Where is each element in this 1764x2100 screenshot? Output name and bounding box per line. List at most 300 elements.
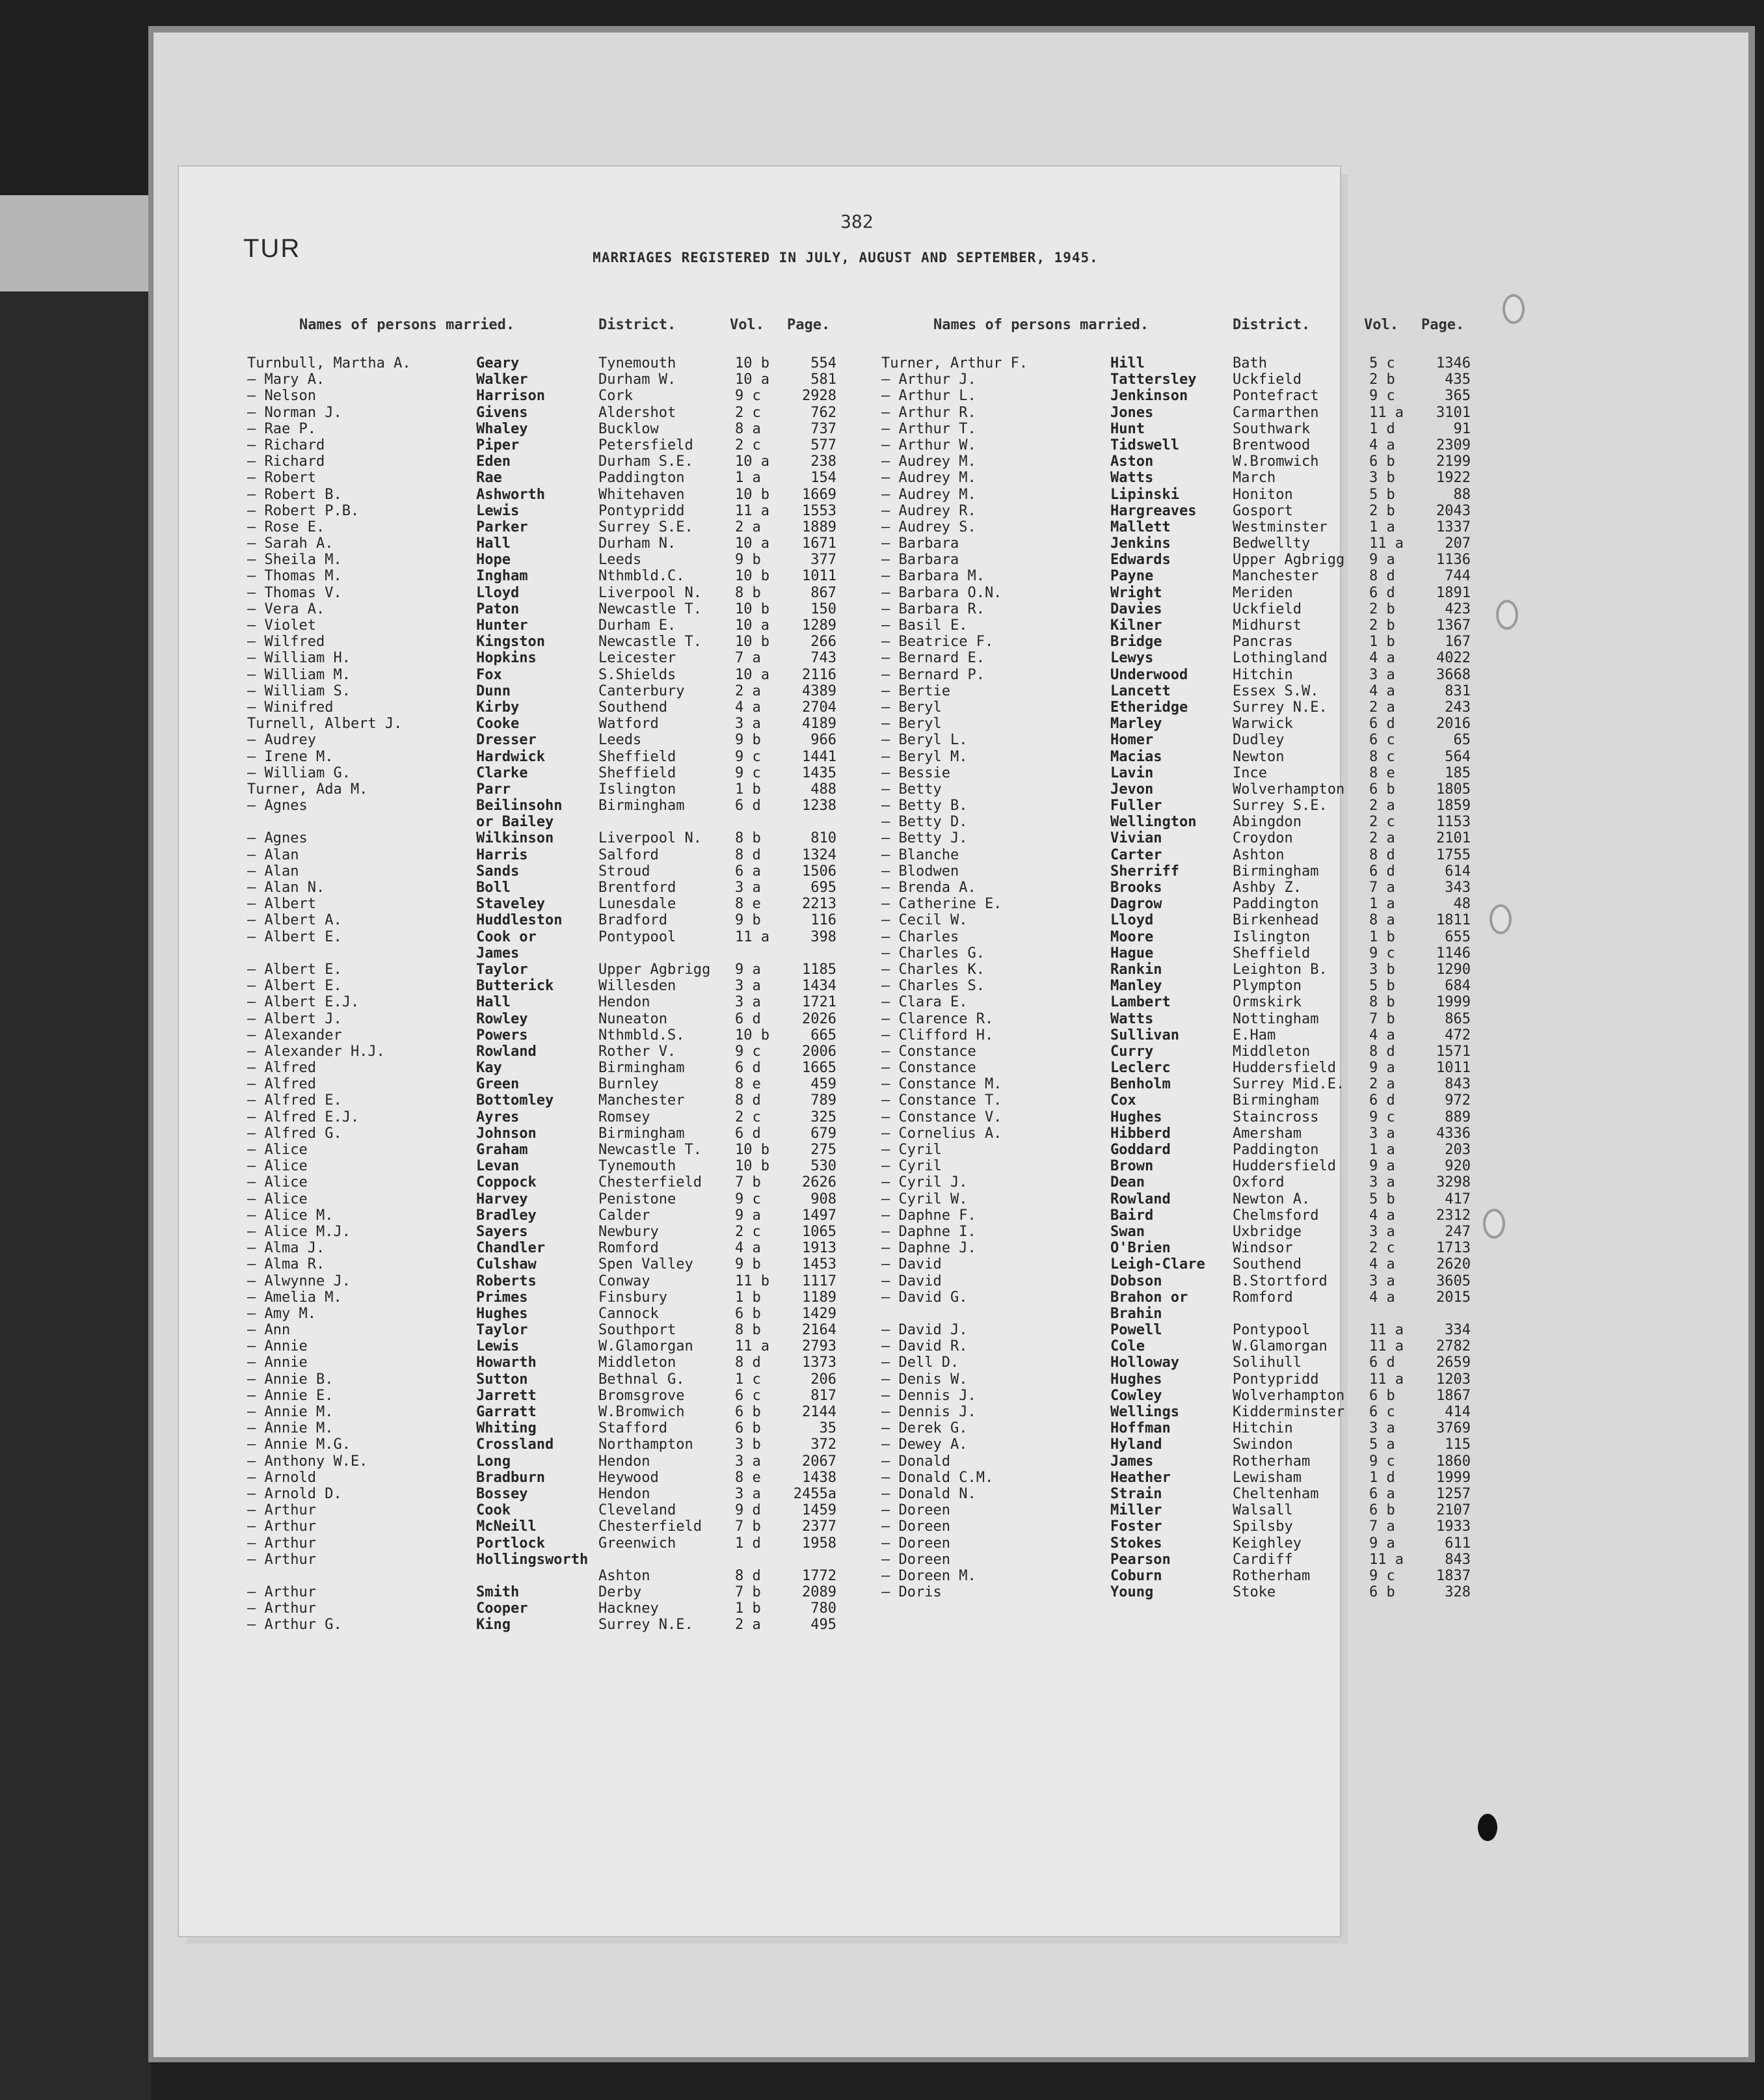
entry-spouse: Ayres: [476, 1109, 520, 1125]
entry-spouse: Brown: [1110, 1158, 1154, 1175]
entry-name: — Doris: [881, 1584, 942, 1601]
entry-name: — Audrey M.: [881, 453, 976, 470]
entry-district: Lewisham: [1233, 1469, 1302, 1486]
entry-district: Middleton: [598, 1354, 676, 1371]
entry-page: 1373: [802, 1354, 836, 1371]
entry-spouse: Hollingsworth: [476, 1551, 589, 1568]
entry-spouse: Bradburn: [476, 1469, 545, 1486]
entry-page: 495: [810, 1617, 836, 1634]
entry-spouse: Hall: [476, 535, 511, 552]
entry-volume: 8 b: [1369, 994, 1395, 1011]
entry-district: Bucklow: [598, 420, 659, 437]
entry-name: — Alice: [247, 1158, 308, 1175]
entry-page: 1257: [1436, 1485, 1471, 1502]
entry-name: — Betty D.: [881, 814, 968, 831]
entry-page: 1772: [802, 1567, 836, 1584]
entry-volume: 6 a: [1369, 1485, 1395, 1502]
entry-spouse: Hall: [476, 994, 511, 1011]
entry-name: — David: [881, 1272, 942, 1289]
entry-district: Abingdon: [1233, 814, 1302, 831]
entry-spouse: Rowland: [476, 1043, 537, 1060]
entry-spouse: Boll: [476, 880, 511, 896]
entry-district: Surrey Mid.E.: [1233, 1076, 1345, 1093]
entry-page: 1367: [1436, 617, 1471, 634]
entry-name: — Alice M.: [247, 1207, 334, 1224]
entry-spouse: Heather: [1110, 1469, 1171, 1486]
entry-district: Lothingland: [1233, 650, 1328, 667]
entry-volume: 6 d: [1369, 716, 1395, 733]
entry-volume: 1 b: [1369, 634, 1395, 651]
entry-volume: 10 b: [735, 634, 769, 651]
entry-volume: 8 b: [735, 584, 761, 601]
entry-district: Spilsby: [1233, 1518, 1293, 1535]
entry-spouse: Hopkins: [476, 650, 537, 667]
entry-spouse: Goddard: [1110, 1142, 1171, 1158]
entry-spouse: Whiting: [476, 1420, 537, 1437]
entry-spouse: Long: [476, 1453, 511, 1470]
entry-district: Paddington: [1233, 1142, 1319, 1158]
entry-district: Rotherham: [1233, 1567, 1311, 1584]
entry-page: 867: [810, 584, 836, 601]
entry-page: 1185: [802, 961, 836, 978]
entry-name: — Barbara: [881, 552, 959, 569]
entry-volume: 6 d: [735, 798, 761, 814]
entry-district: Durham N.: [598, 535, 676, 552]
district-header: District.: [598, 317, 676, 333]
entry-volume: 9 c: [1369, 945, 1395, 962]
entry-volume: 11 a: [735, 928, 769, 945]
entry-volume: 3 b: [1369, 961, 1395, 978]
entry-spouse: Foster: [1110, 1518, 1162, 1535]
entry-volume: 2 b: [1369, 502, 1395, 519]
entry-spouse: Jenkinson: [1110, 388, 1188, 405]
entry-page: 1922: [1436, 470, 1471, 487]
entry-volume: 8 d: [735, 1354, 761, 1371]
entry-name: — Anthony W.E.: [247, 1453, 368, 1470]
entry-page: 908: [810, 1191, 836, 1207]
entry-spouse: Mallett: [1110, 518, 1171, 535]
entry-spouse: Hoffman: [1110, 1420, 1171, 1437]
entry-district: Chesterfield: [598, 1174, 702, 1191]
entry-name: — Arnold D.: [247, 1485, 342, 1502]
entry-spouse: Cook: [476, 1502, 511, 1519]
entry-spouse: Garratt: [476, 1404, 537, 1420]
entry-spouse: Eden: [476, 453, 511, 470]
entry-volume: 1 b: [735, 781, 761, 798]
entry-volume: 8 a: [735, 420, 761, 437]
entry-name: — Constance V.: [881, 1109, 1002, 1125]
entry-volume: 1 a: [735, 470, 761, 487]
entry-name: — Dennis J.: [881, 1404, 976, 1420]
entry-volume: 2 a: [1369, 1076, 1395, 1093]
entry-page: 88: [1453, 486, 1471, 503]
entry-volume: 2 a: [735, 518, 761, 535]
entry-district: Liverpool N.: [598, 830, 702, 847]
entry-volume: 7 a: [735, 650, 761, 667]
entry-district: Leighton B.: [1233, 961, 1328, 978]
entry-volume: 6 d: [735, 1125, 761, 1142]
entry-volume: 4 a: [1369, 437, 1395, 453]
entry-page: 966: [810, 732, 836, 749]
entry-volume: 9 d: [735, 1502, 761, 1519]
entry-name: — Doreen: [881, 1518, 950, 1535]
entry-spouse: Sands: [476, 863, 520, 880]
entry-volume: 2 a: [1369, 830, 1395, 847]
entry-page: 679: [810, 1125, 836, 1142]
entry-district: Cannock: [598, 1305, 659, 1322]
entry-page: 2016: [1436, 716, 1471, 733]
entry-spouse: or Bailey: [476, 814, 554, 831]
entry-district: Hendon: [598, 1485, 650, 1502]
entry-name: — William G.: [247, 764, 351, 781]
entry-district: W.Glamorgan: [598, 1338, 693, 1355]
entry-spouse: Hill: [1110, 355, 1145, 371]
entry-district: Windsor: [1233, 1240, 1293, 1257]
entry-volume: 9 b: [735, 552, 761, 569]
entry-spouse: Bossey: [476, 1485, 528, 1502]
entry-district: Kidderminster: [1233, 1404, 1345, 1420]
entry-page: 2704: [802, 699, 836, 716]
entry-volume: 6 c: [1369, 732, 1395, 749]
entry-district: Islington: [598, 781, 676, 798]
entry-name: Turner, Arthur F.: [881, 355, 1028, 371]
entry-district: Huddersfield: [1233, 1158, 1336, 1175]
entry-district: Petersfield: [598, 437, 693, 453]
entry-volume: 7 b: [735, 1518, 761, 1535]
entry-volume: 11 b: [735, 1272, 769, 1289]
entry-spouse: Dunn: [476, 682, 511, 699]
entry-volume: 5 b: [1369, 978, 1395, 995]
entry-district: Carmarthen: [1233, 404, 1319, 421]
entry-page: 655: [1445, 928, 1471, 945]
entry-page: 275: [810, 1142, 836, 1158]
entry-district: Conway: [598, 1272, 650, 1289]
entry-page: 1913: [802, 1240, 836, 1257]
entry-district: Birmingham: [598, 1060, 685, 1077]
entry-spouse: Pearson: [1110, 1551, 1171, 1568]
entry-page: 2626: [802, 1174, 836, 1191]
entry-page: 1669: [802, 486, 836, 503]
entry-page: 2144: [802, 1404, 836, 1420]
entry-volume: 10 b: [735, 1158, 769, 1175]
entry-page: 1506: [802, 863, 836, 880]
entry-district: Pontefract: [1233, 388, 1319, 405]
entry-name: — Barbara O.N.: [881, 584, 1002, 601]
entry-volume: 1 d: [1369, 420, 1395, 437]
entry-volume: 9 c: [1369, 1567, 1395, 1584]
entry-district: Ince: [1233, 764, 1267, 781]
entry-page: 2620: [1436, 1256, 1471, 1273]
entry-name: — Arthur: [247, 1600, 316, 1617]
entry-spouse: Holloway: [1110, 1354, 1179, 1371]
entry-name: — Thomas M.: [247, 568, 342, 585]
entry-page: 2107: [1436, 1502, 1471, 1519]
entry-spouse: Rae: [476, 470, 502, 487]
entry-name: — Blodwen: [881, 863, 959, 880]
entry-district: March: [1233, 470, 1276, 487]
names-header: Names of persons married.: [933, 317, 1149, 333]
entry-volume: 9 c: [735, 1191, 761, 1207]
entry-name: — Beryl L.: [881, 732, 968, 749]
entry-page: 207: [1445, 535, 1471, 552]
entry-name: — Barbara R.: [881, 600, 985, 617]
entry-district: Pontypridd: [598, 502, 685, 519]
entry-spouse: Whaley: [476, 420, 528, 437]
entry-page: 328: [1445, 1584, 1471, 1601]
entry-page: 2067: [802, 1453, 836, 1470]
entry-district: Hackney: [598, 1600, 659, 1617]
entry-spouse: Parker: [476, 518, 528, 535]
entry-page: 3769: [1436, 1420, 1471, 1437]
entry-name: — Doreen: [881, 1535, 950, 1552]
entry-name: — Albert J.: [247, 1010, 342, 1027]
entry-name: — Constance T.: [881, 1092, 1002, 1109]
entry-spouse: Cooke: [476, 716, 520, 733]
entry-district: Greenwich: [598, 1535, 676, 1552]
names-header: Names of persons married.: [299, 317, 515, 333]
binder-hole-icon: [1503, 294, 1525, 324]
entry-spouse: Lloyd: [476, 584, 520, 601]
entry-district: Stoke: [1233, 1584, 1276, 1601]
entry-page: 743: [810, 650, 836, 667]
entry-spouse: Powers: [476, 1027, 528, 1043]
entry-spouse: Manley: [1110, 978, 1162, 995]
entry-volume: 2 a: [1369, 699, 1395, 716]
entry-spouse: Butterick: [476, 978, 554, 995]
entry-name: — Barbara M.: [881, 568, 985, 585]
entry-district: Uxbridge: [1233, 1223, 1302, 1240]
entry-page: 810: [810, 830, 836, 847]
entry-district: Rother V.: [598, 1043, 676, 1060]
entry-page: 2164: [802, 1322, 836, 1339]
entry-volume: 2 b: [1369, 617, 1395, 634]
entry-spouse: Kingston: [476, 634, 545, 651]
entry-spouse: Jones: [1110, 404, 1154, 421]
entry-district: Huddersfield: [1233, 1060, 1336, 1077]
entry-page: 4022: [1436, 650, 1471, 667]
entry-spouse: Hope: [476, 552, 511, 569]
entry-name: — Rae P.: [247, 420, 316, 437]
entry-volume: 4 a: [735, 699, 761, 716]
entry-spouse: Levan: [476, 1158, 520, 1175]
entry-name: — Albert E.: [247, 928, 342, 945]
entry-spouse: Sayers: [476, 1223, 528, 1240]
entry-district: Oxford: [1233, 1174, 1285, 1191]
entry-page: 1889: [802, 518, 836, 535]
entry-name: — Alfred G.: [247, 1125, 342, 1142]
entry-volume: 5 b: [1369, 1191, 1395, 1207]
entry-page: 1671: [802, 535, 836, 552]
entry-page: 2015: [1436, 1289, 1471, 1306]
entry-name: — Amelia M.: [247, 1289, 342, 1306]
entry-name: — Cornelius A.: [881, 1125, 1002, 1142]
entry-volume: 8 e: [1369, 764, 1395, 781]
entry-name: — Albert A.: [247, 912, 342, 929]
entry-name: — Doreen: [881, 1502, 950, 1519]
entry-name: — Alfred E.J.: [247, 1109, 360, 1125]
entry-spouse: Piper: [476, 437, 520, 453]
entry-district: Manchester: [1233, 568, 1319, 585]
entry-district: Walsall: [1233, 1502, 1293, 1519]
entry-district: Upper Agbrigg: [1233, 552, 1345, 569]
entry-name: — Dell D.: [881, 1354, 959, 1371]
entry-name: — Alice: [247, 1191, 308, 1207]
entry-name: — Alan N.: [247, 880, 325, 896]
entry-district: Cardiff: [1233, 1551, 1293, 1568]
entry-name: — Irene M.: [247, 748, 334, 765]
entry-spouse: Strain: [1110, 1485, 1162, 1502]
entry-name: — David G.: [881, 1289, 968, 1306]
entry-volume: 9 a: [1369, 1535, 1395, 1552]
entry-volume: 8 b: [735, 1322, 761, 1339]
entry-district: Surrey S.E.: [1233, 798, 1328, 814]
entry-page: 530: [810, 1158, 836, 1175]
entry-name: — Arthur J.: [881, 371, 976, 388]
entry-spouse: Harrison: [476, 388, 545, 405]
entry-spouse: Cole: [1110, 1338, 1145, 1355]
entry-name: — Audrey S.: [881, 518, 976, 535]
entry-district: Liverpool N.: [598, 584, 702, 601]
entry-volume: 9 b: [735, 732, 761, 749]
entry-name: — Blanche: [881, 846, 959, 863]
entry-name: — Daphne I.: [881, 1223, 976, 1240]
entry-name: — Arthur G.: [247, 1617, 342, 1634]
entry-name: — Arthur: [247, 1518, 316, 1535]
entry-spouse: O'Brien: [1110, 1240, 1171, 1257]
entry-district: Middleton: [1233, 1043, 1311, 1060]
entry-district: Nottingham: [1233, 1010, 1319, 1027]
entry-district: Ashby Z.: [1233, 880, 1302, 896]
entry-district: Birmingham: [1233, 1092, 1319, 1109]
entry-name: — Clifford H.: [881, 1027, 994, 1043]
entry-name: — Charles K.: [881, 961, 985, 978]
entry-spouse: Roberts: [476, 1272, 537, 1289]
entry-spouse: Tidswell: [1110, 437, 1179, 453]
entry-volume: 4 a: [735, 1240, 761, 1257]
entry-spouse: Jenkins: [1110, 535, 1171, 552]
entry-district: Newcastle T.: [598, 600, 702, 617]
entry-page: 1324: [802, 846, 836, 863]
entry-district: Ashton: [598, 1567, 650, 1584]
entry-volume: 9 c: [735, 1043, 761, 1060]
entry-page: 1755: [1436, 846, 1471, 863]
entry-page: 611: [1445, 1535, 1471, 1552]
entry-volume: 1 a: [1369, 896, 1395, 913]
entry-spouse: Sutton: [476, 1371, 528, 1388]
entry-volume: 10 b: [735, 1142, 769, 1158]
entry-volume: 3 a: [1369, 1125, 1395, 1142]
entry-page: 1867: [1436, 1387, 1471, 1404]
entry-spouse: Staveley: [476, 896, 545, 913]
entry-name: — Alexander H.J.: [247, 1043, 385, 1060]
entry-volume: 3 a: [735, 1453, 761, 1470]
entry-district: B.Stortford: [1233, 1272, 1328, 1289]
entry-name: — David: [881, 1256, 942, 1273]
punch-mark: [1478, 1814, 1497, 1841]
entry-page: 1346: [1436, 355, 1471, 371]
entry-volume: 9 b: [735, 912, 761, 929]
entry-spouse: Watts: [1110, 1010, 1154, 1027]
entry-district: Sheffield: [1233, 945, 1311, 962]
entry-name: — Albert: [247, 896, 316, 913]
entry-name: — Bertie: [881, 682, 950, 699]
entry-volume: 5 b: [1369, 486, 1395, 503]
entry-spouse: Sullivan: [1110, 1027, 1179, 1043]
entry-district: Nthmbld.C.: [598, 568, 685, 585]
entry-page: 2006: [802, 1043, 836, 1060]
entry-page: 744: [1445, 568, 1471, 585]
entry-page: 2116: [802, 666, 836, 683]
entry-volume: 8 c: [1369, 748, 1395, 765]
entry-spouse: Culshaw: [476, 1256, 537, 1273]
page-title: MARRIAGES REGISTERED IN JULY, AUGUST AND SEPTEMBER, 1945.: [593, 250, 1099, 265]
entry-name: — Donald N.: [881, 1485, 976, 1502]
entry-name: — Derek G.: [881, 1420, 968, 1437]
entry-page: 206: [810, 1371, 836, 1388]
page-header: Page.: [787, 317, 831, 333]
entry-district: Willesden: [598, 978, 676, 995]
entry-volume: 3 a: [735, 994, 761, 1011]
entry-page: 334: [1445, 1322, 1471, 1339]
entry-name: — Wilfred: [247, 634, 325, 651]
entry-name: — Constance: [881, 1043, 976, 1060]
entry-spouse: Vivian: [1110, 830, 1162, 847]
entry-spouse: Lewys: [1110, 650, 1154, 667]
entry-page: 1435: [802, 764, 836, 781]
entry-name: — Thomas V.: [247, 584, 342, 601]
entry-volume: 1 b: [1369, 928, 1395, 945]
entry-page: 1065: [802, 1223, 836, 1240]
entry-volume: 7 a: [1369, 1518, 1395, 1535]
entry-page: 1203: [1436, 1371, 1471, 1388]
entry-name: — Denis W.: [881, 1371, 968, 1388]
entry-name: — William M.: [247, 666, 351, 683]
entry-page: 4336: [1436, 1125, 1471, 1142]
entry-spouse: Marley: [1110, 716, 1162, 733]
entry-district: Aldershot: [598, 404, 676, 421]
entry-name: — Constance: [881, 1060, 976, 1077]
entry-page: 4389: [802, 682, 836, 699]
entry-volume: 11 a: [1369, 1338, 1404, 1355]
entry-spouse: Taylor: [476, 1322, 528, 1339]
entry-volume: 10 a: [735, 617, 769, 634]
entry-district: Brentwood: [1233, 437, 1311, 453]
entry-district: Keighley: [1233, 1535, 1302, 1552]
entry-page: 48: [1453, 896, 1471, 913]
entry-page: 564: [1445, 748, 1471, 765]
entry-spouse: Geary: [476, 355, 520, 371]
entry-district: Durham E.: [598, 617, 676, 634]
entry-name: — Winifred: [247, 699, 334, 716]
entry-volume: 9 a: [735, 961, 761, 978]
entry-name: — Dewey A.: [881, 1436, 968, 1453]
entry-page: 459: [810, 1076, 836, 1093]
entry-spouse: Ashworth: [476, 486, 545, 503]
entry-spouse: Rankin: [1110, 961, 1162, 978]
entry-spouse: Hague: [1110, 945, 1154, 962]
entry-volume: 2 a: [735, 682, 761, 699]
entry-spouse: Benholm: [1110, 1076, 1171, 1093]
entry-volume: 1 b: [735, 1600, 761, 1617]
entry-district: Romford: [598, 1240, 659, 1257]
entry-volume: 2 c: [735, 437, 761, 453]
entry-name: — Bessie: [881, 764, 950, 781]
binder-hole-icon: [1496, 600, 1518, 630]
entry-district: Watford: [598, 716, 659, 733]
entry-district: Nuneaton: [598, 1010, 667, 1027]
entry-name: — Charles: [881, 928, 959, 945]
entry-volume: 2 c: [735, 1223, 761, 1240]
